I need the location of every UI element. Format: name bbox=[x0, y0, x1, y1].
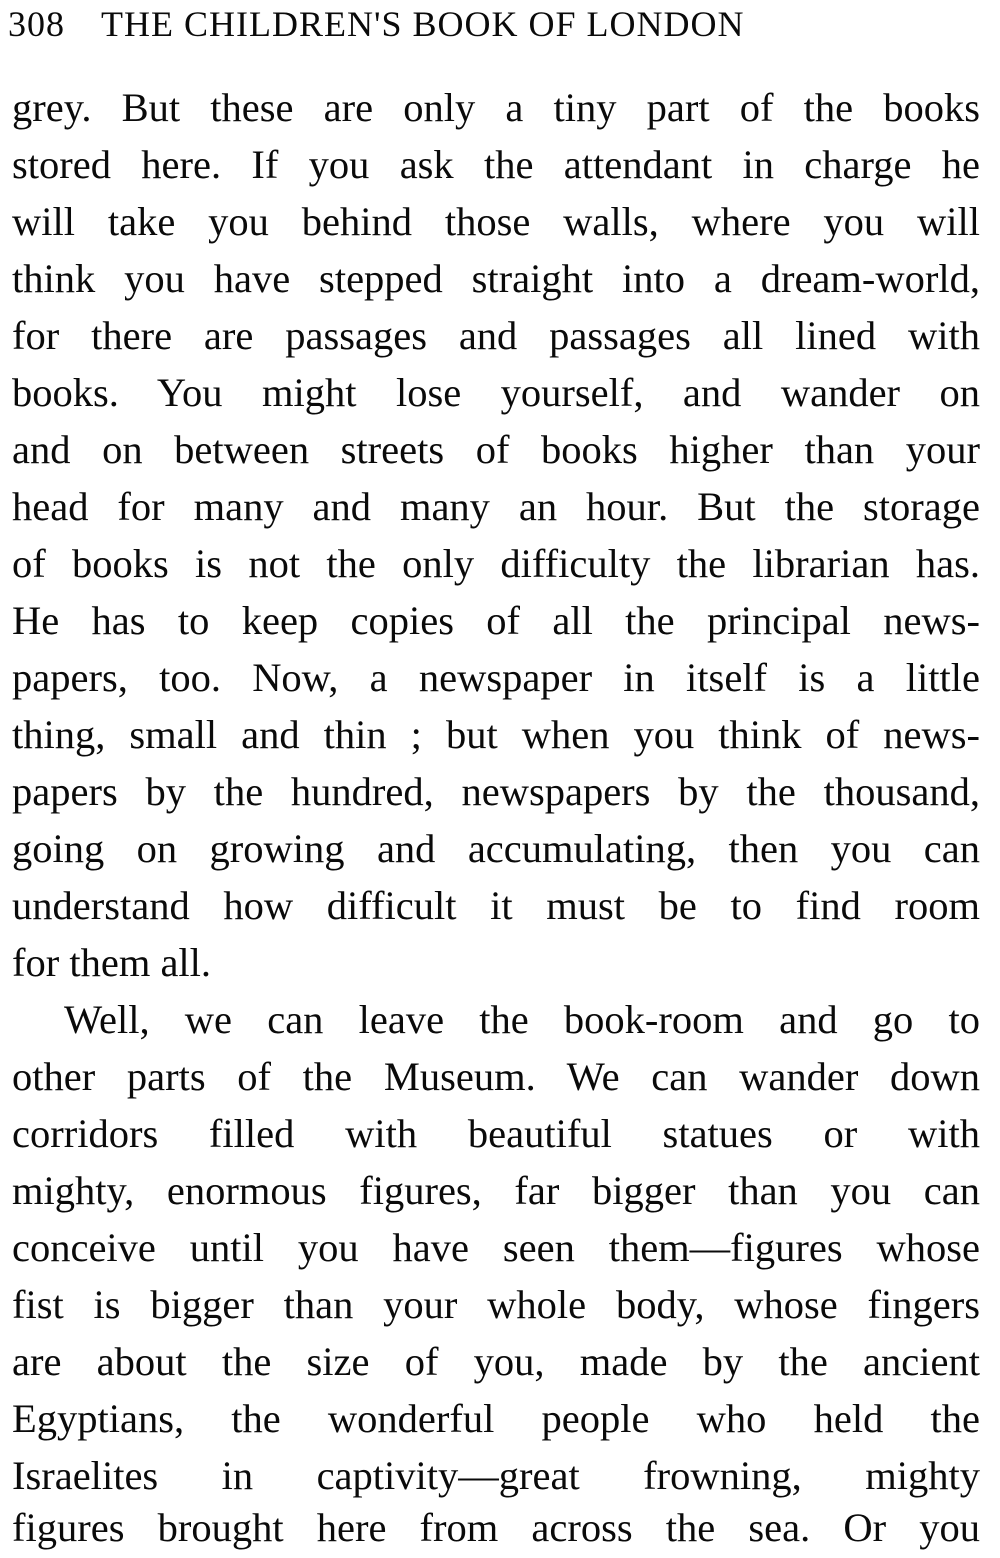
text-line: other parts of the Museum. We can wander down bbox=[12, 1054, 980, 1099]
text-line: papers by the hundred, newspapers by the thousand, bbox=[12, 769, 980, 814]
text-line: going on growing and accumulating, then you can bbox=[12, 826, 980, 871]
text-line: mighty, enormous figures, far bigger than you can bbox=[12, 1168, 980, 1213]
text-line: He has to keep copies of all the principal news- bbox=[12, 598, 980, 643]
text-line: of books is not the only difficulty the librarian has. bbox=[12, 541, 980, 586]
text-line: papers, too. Now, a newspaper in itself is a little bbox=[12, 655, 980, 700]
text-line: head for many and many an hour. But the storage bbox=[12, 484, 980, 529]
book-title: THE CHILDREN'S BOOK OF LONDON bbox=[101, 4, 745, 44]
text-line: and on between streets of books higher than your bbox=[12, 427, 980, 472]
text-line: for there are passages and passages all lined with bbox=[12, 313, 980, 358]
text-line: Well, we can leave the book-room and go to bbox=[64, 997, 980, 1042]
text-line: grey. But these are only a tiny part of the books bbox=[12, 85, 980, 130]
text-line: thing, small and thin ; but when you think of news- bbox=[12, 712, 980, 757]
text-line: figures brought here from across the sea. Or you bbox=[12, 1505, 980, 1550]
text-line: are about the size of you, made by the ancient bbox=[12, 1339, 980, 1384]
text-line: think you have stepped straight into a dream-world, bbox=[12, 256, 980, 301]
text-line: Israelites in captivity—great frowning, mighty bbox=[12, 1453, 980, 1498]
text-line: for them all. bbox=[12, 940, 212, 985]
text-line: Egyptians, the wonderful people who held the bbox=[12, 1396, 980, 1441]
text-line: corridors filled with beautiful statues or with bbox=[12, 1111, 980, 1156]
text-line: will take you behind those walls, where you will bbox=[12, 199, 980, 244]
text-line: fist is bigger than your whole body, whose fingers bbox=[12, 1282, 980, 1327]
text-line: stored here. If you ask the attendant in charge he bbox=[12, 142, 980, 187]
running-head bbox=[8, 2, 988, 46]
text-line: conceive until you have seen them—figures whose bbox=[12, 1225, 980, 1270]
text-line: understand how difficult it must be to find room bbox=[12, 883, 980, 928]
page-number: 308 bbox=[8, 4, 65, 44]
text-line: books. You might lose yourself, and wander on bbox=[12, 370, 980, 415]
